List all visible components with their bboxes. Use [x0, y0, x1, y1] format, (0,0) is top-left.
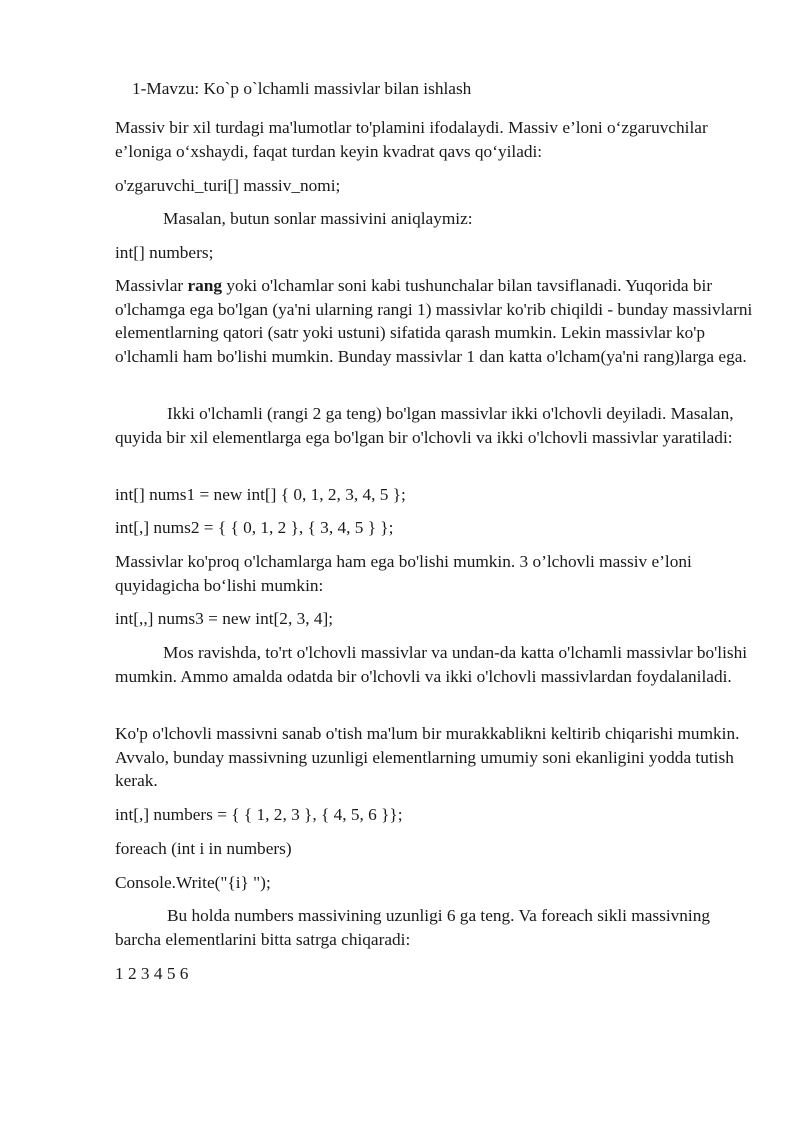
paragraph-two-dimensional: Ikki o'lchamli (rangi 2 ga teng) bo'lgan massivlar ikki o'lchovli deyiladi. Masalan, quyida bir xil elementlarga ega bo'lgan bir o'lchovli va ikki o'lchovli massivlar yaratiladi:	[115, 404, 734, 447]
document-title: 1-Mavzu: Ko`p o`lchamli massivlar bilan ishlash	[132, 79, 472, 98]
code-line-nums3: int[,,] nums3 = new int[2, 3, 4];	[115, 609, 334, 628]
paragraph-higher-dimensions: Mos ravishda, to'rt o'lchovli massivlar va undan-da katta o'lchamli massivlar bo'lishi mumkin. Ammo amalda odatda bir o'lchovli va ikki o'lchovli massivlardan foydalaniladi.	[115, 643, 748, 686]
code-line-nums2: int[,] nums2 = { { 0, 1, 2 }, { 3, 4, 5 } };	[115, 518, 394, 537]
code-line-nums1: int[] nums1 = new int[] { 0, 1, 2, 3, 4, 5 };	[115, 485, 406, 504]
paragraph-three-dimensional: Massivlar ko'proq o'lchamlarga ham ega bo'lishi mumkin. 3 o’lchovli massiv e’loni quyidagicha bo‘lishi mumkin:	[115, 552, 692, 595]
bold-term-rang: rang	[187, 276, 223, 295]
paragraph-text: Massivlar	[115, 276, 188, 295]
code-line-declaration-syntax: o'zgaruvchi_turi[] massiv_nomi;	[115, 176, 341, 195]
paragraph-foreach-result: Bu holda numbers massivining uzunligi 6 ga teng. Va foreach sikli massivning barcha elementlarini bitta satrga chiqaradi:	[115, 906, 711, 949]
paragraph-array-intro: Massiv bir xil turdagi ma'lumotlar to'plamini ifodalaydi. Massiv e’loni o‘zgaruvchilar e’loniga o‘xshaydi, faqat turdan keyin kvadrat qavs qo‘yiladi:	[115, 118, 708, 161]
code-line-int-array: int[] numbers;	[115, 243, 214, 262]
code-line-foreach: foreach (int i in numbers)	[115, 839, 292, 858]
output-line: 1 2 3 4 5 6	[115, 964, 189, 983]
code-line-console-write: Console.Write("{i} ");	[115, 873, 271, 892]
paragraph-example-intro: Masalan, butun sonlar massivini aniqlaymiz:	[163, 209, 473, 228]
code-line-numbers-2d: int[,] numbers = { { 1, 2, 3 }, { 4, 5, 6 }};	[115, 805, 403, 824]
paragraph-text: yoki o'lchamlar soni kabi tushunchalar bilan tavsiflanadi. Yuqorida bir o'lchamga ega bo'lgan (ya'ni ularning rangi 1) massivlar ko'rib chiqildi - bunday massivlarni elementlarning qatori (satr yoki ustuni) sifatida qarash mumkin. Lekin massivlar ko'p o'lchamli ham bo'lishi mumkin. Bunday massivlar 1 dan katta o'lcham(ya'ni rang)larga ega.	[115, 276, 753, 366]
paragraph-rank-explanation	[115, 274, 755, 368]
paragraph-enumeration: Ko'p o'lchovli massivni sanab o'tish ma'lum bir murakkablikni keltirib chiqarishi mumkin. Avvalo, bunday massivning uzunligi elementlarning umumiy soni ekanligini yodda tutish kerak.	[115, 724, 740, 790]
